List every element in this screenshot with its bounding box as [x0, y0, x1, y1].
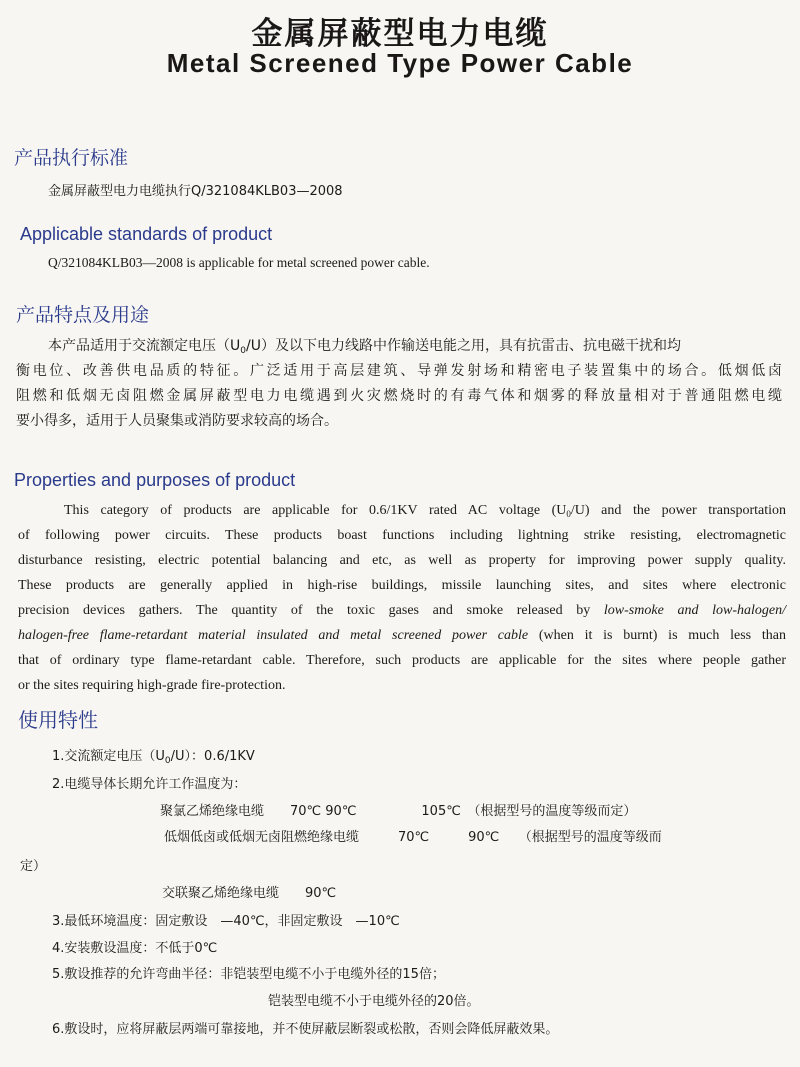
page-title-en: Metal Screened Type Power Cable — [166, 48, 634, 78]
temperature-low-smoke-cont: 定） — [20, 859, 47, 874]
temperature-pvc: 聚氯乙烯绝缘电缆 70℃ 90℃ 105℃ （根据型号的温度等级而定） — [160, 804, 637, 819]
features-line-zh-1: 本产品适用于交流额定电压$(U_0/U)$及以下电力线路中作输送电能之用，具有抗雷击、抗电磁干扰和均 — [48, 338, 681, 356]
features-line-en-2: of following power circuits. These products boast functions including lightning strike resisting, electromagnetic — [18, 528, 786, 543]
page-title-zh: 金属屏蔽型电力电缆 — [251, 16, 549, 52]
features-heading-en: Properties and purposes of product — [14, 470, 296, 490]
temperature-low-smoke: 低烟低卤或低烟无卤阻燃绝缘电缆 70℃ 90℃ （根据型号的温度等级而 — [164, 830, 662, 845]
standards-heading-zh: 产品执行标准 — [14, 147, 129, 169]
characteristic-item-2: 2.电缆导体长期允许工作温度为： — [52, 777, 247, 792]
features-line-en-1: This category of products are applicable for 0.6/1KV rated AC voltage $(U_0/U)$ and the power transportation — [64, 503, 786, 519]
characteristic-item-1: 1.交流额定电压$(U_0/U)$：0.6/1KV — [52, 749, 255, 766]
features-line-en-4: These products are generally applied in high-rise buildings, missile launching sites, and sites where electronic — [18, 578, 786, 593]
features-line-zh-4: 要小得多，适用于人员聚集或消防要求较高的场合。 — [16, 413, 338, 429]
characteristic-item-5b: 铠装型电缆不小于电缆外径的20倍。 — [268, 994, 480, 1009]
features-heading-zh: 产品特点及用途 — [16, 304, 150, 326]
characteristic-item-5: 5.敷设推荐的允许弯曲半径：非铠装型电缆不小于电缆外径的15倍； — [52, 967, 445, 982]
standards-heading-en: Applicable standards of product — [20, 224, 273, 244]
features-line-en-6: halogen-free flame-retardant material insulated and metal screened power cable (when it is burnt) is much less than — [18, 628, 786, 643]
standards-text-en: Q/321084KLB03—2008 is applicable for metal screened power cable. — [48, 255, 430, 270]
features-line-en-8: or the sites requiring high-grade fire-protection. — [18, 678, 286, 693]
standards-text-zh: 金属屏蔽型电力电缆执行Q/321084KLB03—2008 — [48, 184, 343, 199]
characteristic-item-6: 6.敷设时，应将屏蔽层两端可靠接地，并不使屏蔽层断裂或松散，否则会降低屏蔽效果。 — [52, 1022, 559, 1037]
characteristic-item-3: 3.最低环境温度：固定敷设 —40℃，非固定敷设 —10℃ — [52, 914, 400, 929]
features-line-en-7: that of ordinary type flame-retardant cable. Therefore, such products are applicable for the sites where people gather — [18, 653, 786, 668]
characteristics-heading-zh: 使用特性 — [18, 708, 98, 732]
features-line-zh-2: 衡电位、改善供电品质的特征。广泛适用于高层建筑、导弹发射场和精密电子装置集中的场合。低烟低卤 — [16, 363, 782, 379]
features-line-en-5: precision devices gathers. The quantity of the toxic gases and smoke released by low-smoke and low-halogen/ — [18, 603, 787, 618]
features-line-en-3: disturbance resisting, electric potential balancing and etc, as well as property for improving power supply quality. — [18, 553, 786, 568]
temperature-xlpe: 交联聚乙烯绝缘电缆 90℃ — [162, 886, 337, 901]
features-line-zh-3: 阻燃和低烟无卤阻燃金属屏蔽型电力电缆遇到火灾燃烧时的有毒气体和烟雾的释放量相对于普通阻燃电缆 — [16, 388, 782, 404]
characteristic-item-4: 4.安装敷设温度：不低于0℃ — [52, 941, 218, 956]
